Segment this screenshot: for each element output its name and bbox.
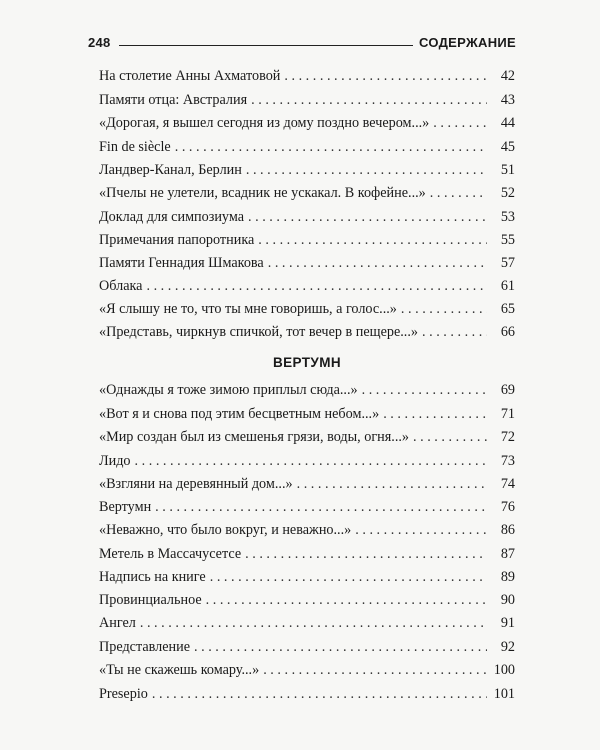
toc-entry-page: 87	[500, 546, 515, 562]
toc-entry-title: На столетие Анны Ахматовой	[99, 68, 281, 84]
toc-entry-title: Ландвер-Канал, Берлин	[99, 162, 242, 178]
toc-entry	[99, 590, 515, 610]
toc-entry-page: 53	[500, 209, 515, 225]
toc-entry-title: Памяти отца: Австралия	[99, 92, 248, 108]
toc-entry	[99, 567, 515, 587]
dot-leader	[422, 322, 487, 342]
toc-entry	[99, 299, 515, 319]
toc-entry-title: Облака	[99, 278, 143, 294]
toc-entry-page: 74	[500, 476, 515, 492]
toc-entry-page: 66	[500, 324, 515, 340]
dot-leader	[194, 637, 487, 657]
page-number: 248	[88, 35, 111, 50]
toc-entry-page: 42	[500, 68, 515, 84]
toc-entry-title: «Мир создан был из смешенья грязи, воды, огня...»	[99, 429, 410, 445]
dot-leader	[245, 544, 487, 564]
toc-entry	[99, 613, 515, 633]
toc-entry-page: 101	[493, 686, 515, 702]
dot-leader	[248, 207, 487, 227]
dot-leader	[433, 113, 487, 133]
toc-entry-page: 44	[500, 115, 515, 131]
toc-entry-title: Presepio	[99, 686, 148, 702]
toc-entry-title: Ангел	[99, 615, 136, 631]
toc-entry-title: «Ты не скажешь комару...»	[99, 662, 260, 678]
header-rule	[119, 45, 413, 46]
toc-entry-title: «Дорогая, я вышел сегодня из дому поздно вечером...»	[99, 115, 430, 131]
toc-entry	[99, 322, 515, 342]
toc-entry-page: 69	[500, 382, 515, 398]
toc-entry-title: «Пчелы не улетели, всадник не ускакал. В кофейне...»	[99, 185, 426, 201]
toc-entry-page: 52	[500, 185, 515, 201]
toc-entry	[99, 160, 515, 180]
toc-entry-title: Вертумн	[99, 499, 152, 515]
toc-entry	[99, 207, 515, 227]
toc-entry-page: 92	[500, 639, 515, 655]
toc-entry-title: Надпись на книге	[99, 569, 206, 585]
toc-entry-page: 100	[493, 662, 515, 678]
dot-leader	[146, 276, 487, 296]
dot-leader	[246, 160, 487, 180]
toc-entry	[99, 637, 515, 657]
toc-entry-page: 90	[500, 592, 515, 608]
toc-entry	[99, 276, 515, 296]
toc-entry-page: 91	[500, 615, 515, 631]
section-heading: ВЕРТУМН	[272, 355, 342, 370]
dot-leader	[175, 137, 487, 157]
toc-entry	[99, 684, 515, 704]
toc-entry	[99, 90, 515, 110]
toc-entry-title: «Неважно, что было вокруг, и неважно...»	[99, 522, 352, 538]
toc-entry-title: «Вот я и снова под этим бесцветным небом...»	[99, 406, 380, 422]
toc-entry-page: 51	[500, 162, 515, 178]
dot-leader	[263, 660, 487, 680]
toc-entry-title: Представление	[99, 639, 191, 655]
toc-entry	[99, 113, 515, 133]
dot-leader	[251, 90, 487, 110]
toc-entry-title: Лидо	[99, 453, 131, 469]
toc-entry	[99, 544, 515, 564]
toc-entry-page: 61	[500, 278, 515, 294]
toc-entry	[99, 253, 515, 273]
dot-leader	[284, 66, 487, 86]
toc-entry	[99, 660, 515, 680]
toc-entry-page: 45	[500, 139, 515, 155]
toc-entry	[99, 380, 515, 400]
dot-leader	[206, 590, 487, 610]
toc-entry	[99, 404, 515, 424]
toc-entry-page: 55	[500, 232, 515, 248]
toc-entry-title: Провинциальное	[99, 592, 202, 608]
dot-leader	[152, 684, 487, 704]
toc-entry-title: Fin de siècle	[99, 139, 171, 155]
toc-entry	[99, 451, 515, 471]
toc-entry-title: «Представь, чиркнув спичкой, тот вечер в пещере...»	[99, 324, 418, 340]
toc-entry	[99, 520, 515, 540]
toc-entry-page: 65	[500, 301, 515, 317]
toc-entry-title: «Взгляни на деревянный дом...»	[99, 476, 293, 492]
toc-entry-title: Примечания папоротника	[99, 232, 255, 248]
toc-entry	[99, 183, 515, 203]
dot-leader	[258, 230, 487, 250]
dot-leader	[135, 451, 487, 471]
dot-leader	[362, 380, 487, 400]
toc-entry-title: «Однажды я тоже зимою приплыл сюда...»	[99, 382, 358, 398]
toc-entry	[99, 427, 515, 447]
toc-entry-page: 73	[500, 453, 515, 469]
dot-leader	[140, 613, 487, 633]
dot-leader	[430, 183, 487, 203]
toc-entry-page: 86	[500, 522, 515, 538]
toc-entry-title: Метель в Массачусетсе	[99, 546, 242, 562]
toc-entry-page: 71	[500, 406, 515, 422]
toc-entry-title: Доклад для симпозиума	[99, 209, 245, 225]
dot-leader	[413, 427, 487, 447]
dot-leader	[268, 253, 487, 273]
toc-entry-page: 57	[500, 255, 515, 271]
toc-entry	[99, 66, 515, 86]
running-head	[88, 30, 516, 50]
toc-entry	[99, 230, 515, 250]
dot-leader	[297, 474, 487, 494]
toc-entry	[99, 137, 515, 157]
dot-leader	[401, 299, 487, 319]
dot-leader	[355, 520, 487, 540]
toc-entry	[99, 497, 515, 517]
toc-entry-page: 89	[500, 569, 515, 585]
dot-leader	[155, 497, 487, 517]
running-head-title: СОДЕРЖАНИЕ	[419, 35, 516, 50]
dot-leader	[210, 567, 487, 587]
toc-entry-title: Памяти Геннадия Шмакова	[99, 255, 264, 271]
toc-entry-page: 76	[500, 499, 515, 515]
toc-entry-page: 43	[500, 92, 515, 108]
dot-leader	[383, 404, 487, 424]
toc-entry	[99, 474, 515, 494]
toc-entry-title: «Я слышу не то, что ты мне говоришь, а голос...»	[99, 301, 397, 317]
toc-entry-page: 72	[500, 429, 515, 445]
